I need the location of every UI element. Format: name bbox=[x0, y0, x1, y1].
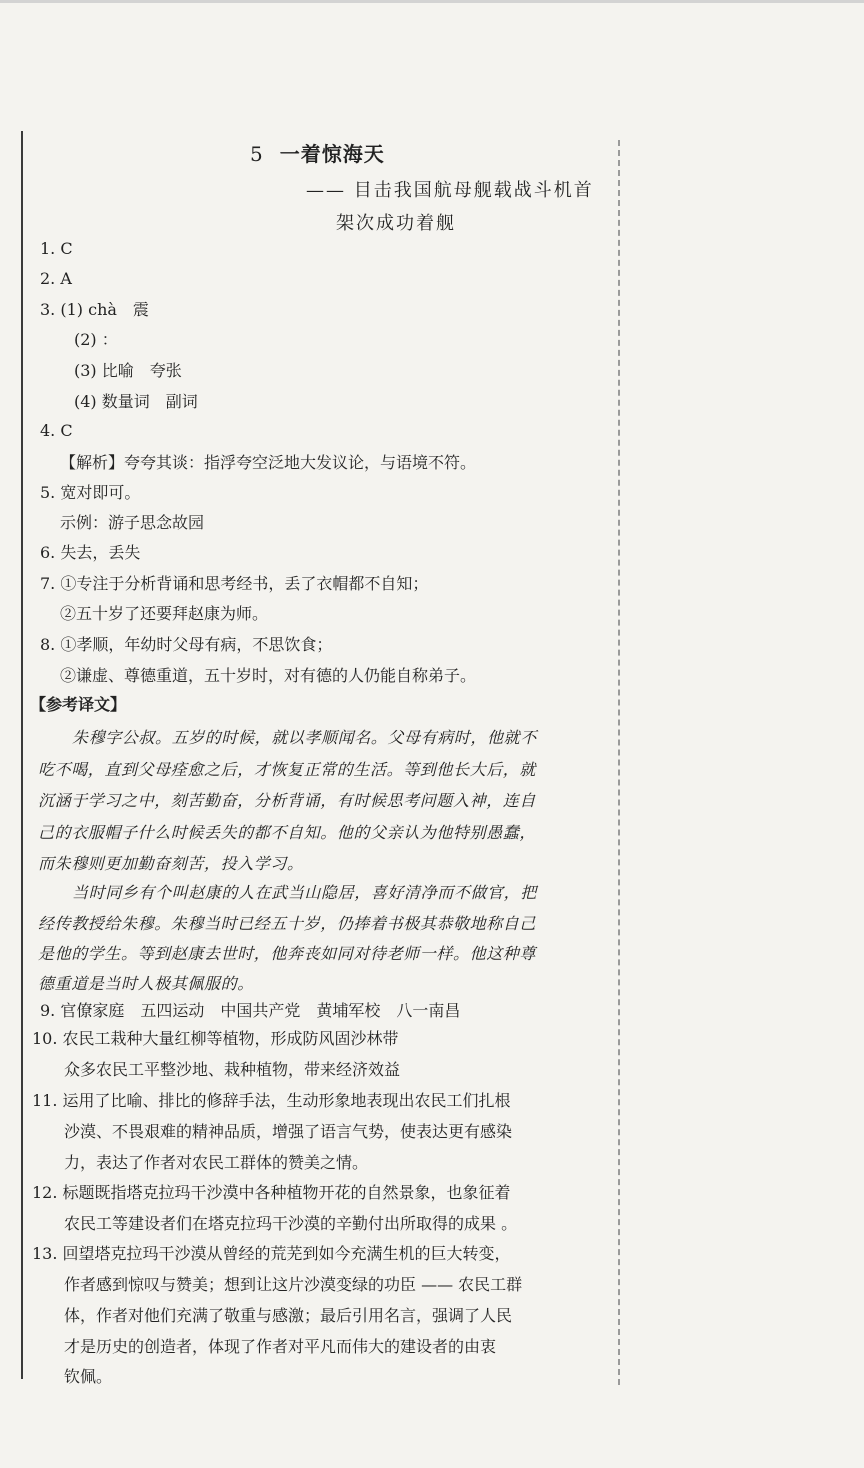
answer-8-2: ②谦虚、尊德重道，五十岁时，对有德的人仍能自称弟子。 bbox=[60, 666, 477, 685]
subtitle-line-1: —— 目击我国航母舰载战斗机首 bbox=[306, 180, 594, 201]
translation-line: 是他的学生。等到赵康去世时，他奔丧如同对待老师一样。他这种尊 bbox=[38, 944, 537, 963]
answer-13-1: 13. 回望塔克拉玛干沙漠从曾经的荒芜到如今充满生机的巨大转变， bbox=[32, 1244, 511, 1263]
dashed-cut-line bbox=[618, 140, 620, 1385]
answer-6: 6. 失去，丢失 bbox=[40, 543, 141, 562]
translation-line: 吃不喝，直到父母痊愈之后，才恢复正常的生活。等到他长大后，就 bbox=[38, 760, 537, 779]
page-top-edge bbox=[0, 0, 864, 3]
answer-10-1: 10. 农民工栽种大量红柳等植物，形成防风固沙林带 bbox=[32, 1029, 399, 1048]
answer-4-analysis: 【解析】夸夸其谈：指浮夸空泛地大发议论，与语境不符。 bbox=[60, 453, 477, 472]
answer-7-1: 7. ①专注于分析背诵和思考经书，丢了衣帽都不自知； bbox=[40, 574, 429, 593]
translation-line: 朱穆字公叔。五岁的时候，就以孝顺闻名。父母有病时，他就不 bbox=[72, 728, 537, 747]
answer-13-5: 钦佩。 bbox=[64, 1367, 113, 1386]
translation-line: 当时同乡有个叫赵康的人在武当山隐居，喜好清净而不做官，把 bbox=[72, 883, 537, 902]
answer-3-3: (3) 比喻 夸张 bbox=[74, 361, 182, 380]
answer-11-2: 沙漠、不畏艰难的精神品质，增强了语言气势，使表达更有感染 bbox=[64, 1122, 513, 1141]
answer-12-2: 农民工等建设者们在塔克拉玛干沙漠的辛勤付出所取得的成果 。 bbox=[64, 1214, 518, 1233]
answer-13-2: 作者感到惊叹与赞美；想到让这片沙漠变绿的功臣 —— 农民工群 bbox=[64, 1275, 523, 1294]
answer-3-1: 3. (1) chà 震 bbox=[40, 300, 149, 319]
lesson-title: 一着惊海天 bbox=[279, 142, 385, 166]
answer-1: 1. C bbox=[40, 239, 73, 258]
answer-8-1: 8. ①孝顺，年幼时父母有病，不思饮食； bbox=[40, 635, 333, 654]
translation-line: 而朱穆则更加勤奋刻苦，投入学习。 bbox=[38, 854, 304, 873]
translation-line: 经传教授给朱穆。朱穆当时已经五十岁，仍捧着书极其恭敬地称自己 bbox=[38, 914, 537, 933]
answer-3-4: (4) 数量词 副词 bbox=[74, 392, 198, 411]
answer-3-2: (2) ： bbox=[74, 330, 118, 349]
answer-2: 2. A bbox=[40, 269, 72, 288]
answer-7-2: ②五十岁了还要拜赵康为师。 bbox=[60, 604, 269, 623]
translation-line: 沉涵于学习之中，刻苦勤奋，分析背诵，有时候思考问题入神，连自 bbox=[38, 791, 537, 810]
answer-10-2: 众多农民工平整沙地、栽种植物，带来经济效益 bbox=[64, 1060, 401, 1079]
answer-11-3: 力，表达了作者对农民工群体的赞美之情。 bbox=[64, 1153, 369, 1172]
answer-11-1: 11. 运用了比喻、排比的修辞手法，生动形象地表现出农民工们扎根 bbox=[32, 1091, 511, 1110]
answer-5-example: 示例：游子思念故园 bbox=[60, 513, 205, 532]
page-title bbox=[250, 138, 385, 167]
answer-4: 4. C bbox=[40, 421, 73, 440]
translation-heading: 【参考译文】 bbox=[30, 695, 127, 714]
translation-line: 德重道是当时人极其佩服的。 bbox=[38, 974, 254, 993]
lesson-number: 5 bbox=[250, 142, 264, 166]
answer-9: 9. 官僚家庭 五四运动 中国共产党 黄埔军校 八一南昌 bbox=[40, 1001, 461, 1020]
subtitle-line-2: 架次成功着舰 bbox=[336, 213, 456, 234]
translation-line: 己的衣服帽子什么时候丢失的都不自知。他的父亲认为他特别愚蠢， bbox=[38, 823, 537, 842]
left-margin-rule bbox=[21, 131, 23, 1379]
answer-13-3: 体，作者对他们充满了敬重与感激；最后引用名言，强调了人民 bbox=[64, 1306, 513, 1325]
answer-13-4: 才是历史的创造者，体现了作者对平凡而伟大的建设者的由衷 bbox=[64, 1337, 497, 1356]
answer-12-1: 12. 标题既指塔克拉玛干沙漠中各种植物开花的自然景象，也象征着 bbox=[32, 1183, 511, 1202]
answer-5: 5. 宽对即可。 bbox=[40, 483, 141, 502]
